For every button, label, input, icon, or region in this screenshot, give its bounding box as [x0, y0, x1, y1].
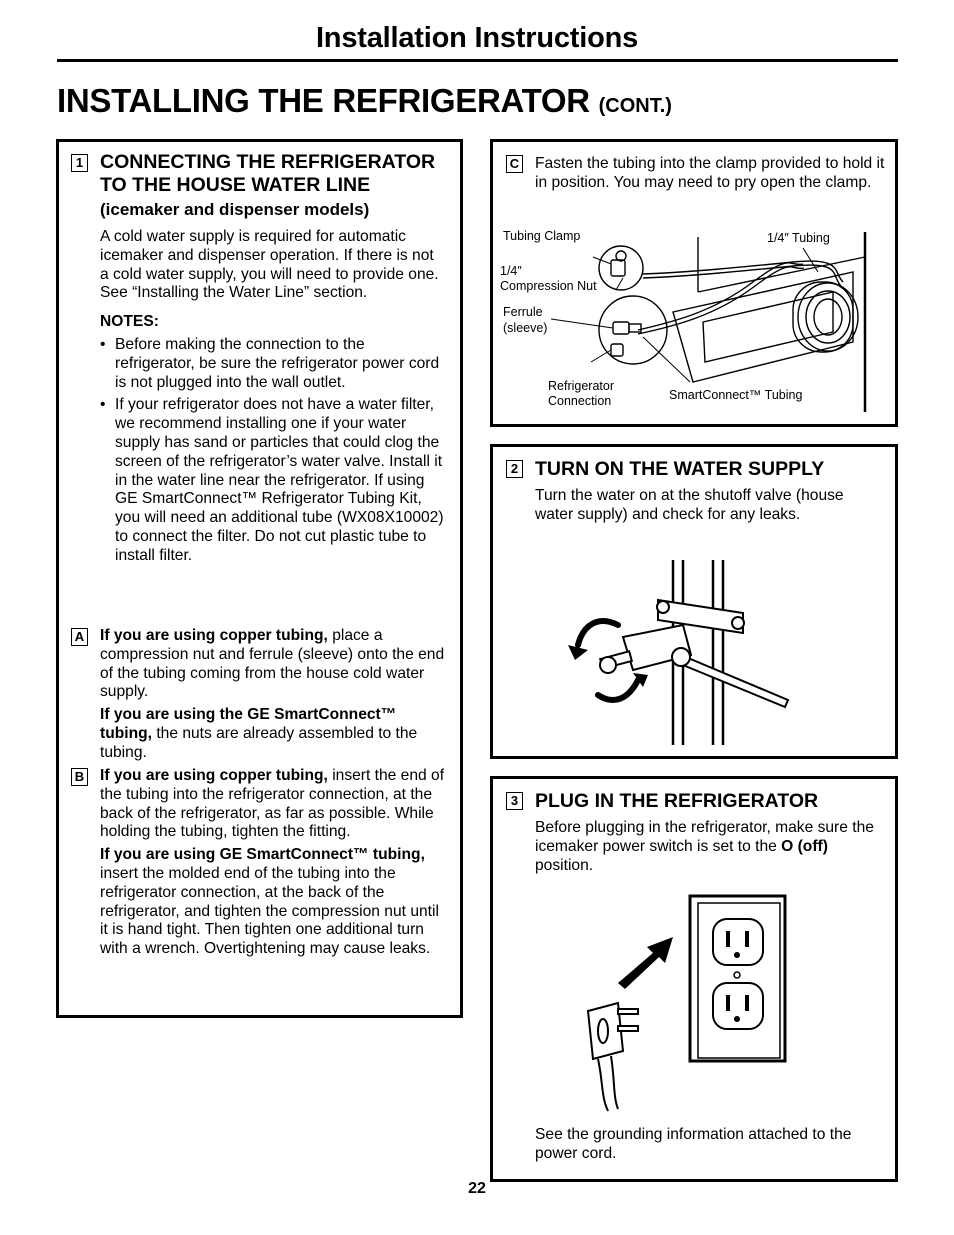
section-2-text: Turn the water on at the shutoff valve (house water supply) and check for any leaks.: [535, 487, 844, 523]
label-quarter-tubing: 1/4″ Tubing: [767, 231, 830, 245]
label-nut-line1: 1/4″: [500, 264, 522, 278]
shutoff-valve-illustration: [563, 555, 843, 750]
label-ferrule-line2: (sleeve): [503, 321, 548, 335]
section-1-box: [56, 139, 463, 1018]
label-tubing-clamp: Tubing Clamp: [503, 229, 581, 243]
section-3-text-bold: O (off): [781, 837, 828, 855]
step-b: [71, 767, 449, 959]
note-item: • If your refrigerator does not have a water filter, we recommend installing one if your water supply has sand or particles that could clog the screen of the refrigerator’s water valve. Install it in the water line near the refrigerator. If using GE SmartConnect™ Refrigerator Tubing Kit, you will need an additional tube (WX08X10002) to connect the filter. Do not cut plastic tube to install filter.: [100, 396, 445, 565]
plug-outlet-illustration: [573, 891, 803, 1121]
page-header-title: Installation Instructions: [315, 22, 639, 54]
section-2-box: [490, 444, 898, 759]
section-1-heading: CONNECTING THE REFRIGERATOR TO THE HOUSE WATER LINE: [100, 151, 436, 196]
section-1-intro: A cold water supply is required for automatic icemaker and dispenser operation. If there is not a cold water supply, you will need to provide one. See “Installing the Water Line” section.: [100, 228, 439, 302]
step-c-box: [490, 139, 898, 427]
section-3-text-post: position.: [535, 856, 594, 874]
section-3-heading: PLUG IN THE REFRIGERATOR: [535, 790, 819, 812]
section-3-footer: See the grounding information attached to the power cord.: [535, 1126, 852, 1162]
section-2-heading: TURN ON THE WATER SUPPLY: [535, 458, 825, 480]
section-1-number: 1: [71, 154, 88, 172]
step-c-letter: C: [506, 155, 523, 173]
header-rule: [57, 59, 898, 62]
step-b-letter: B: [71, 768, 88, 786]
section-3-text-pre: Before plugging in the refrigerator, make sure the icemaker power switch is set to the: [535, 819, 874, 855]
section-1-subheading: (icemaker and dispenser models): [100, 200, 370, 219]
label-nut-line2: Compression Nut: [500, 279, 597, 293]
page-title: [57, 82, 672, 120]
step-a-text2: the nuts are already assembled to the tubing.: [100, 724, 418, 761]
page-title-suffix: (CONT.): [598, 95, 672, 117]
section-3-text: [535, 819, 880, 875]
section-3-box: [490, 776, 898, 1182]
label-smartconnect: SmartConnect™ Tubing: [669, 388, 803, 402]
step-a-bold2: If you are using the GE SmartConnect™ tubing,: [100, 706, 397, 742]
note-item: • Before making the connection to the refrigerator, be sure the refrigerator power cord is not plugged into the wall outlet.: [100, 336, 445, 392]
page-number: 22: [468, 1180, 486, 1197]
step-c-text: Fasten the tubing into the clamp provided to hold it in position. You may need to pry open the clamp.: [535, 155, 885, 191]
step-a-letter: A: [71, 628, 88, 646]
label-refconn-line2: Connection: [548, 394, 612, 408]
step-b-text2: insert the molded end of the tubing into the refrigerator connection, at the back of the refrigerator, and tighten the compression nut until it is hand tight. Then tighten one additional turn with a wrench. Overtightening may cause leaks.: [100, 864, 439, 958]
section-3-number: 3: [506, 792, 523, 810]
page-title-text: INSTALLING THE REFRIGERATOR: [57, 82, 590, 119]
notes-label: NOTES:: [100, 313, 159, 331]
step-a-text1: place a compression nut and ferrule (sleeve) onto the end of the tubing coming from the house cold water supply.: [100, 627, 445, 701]
step-b-text1: insert the end of the tubing into the refrigerator connection, at the back of the refrigerator, as far as possible. While holding the tubing, tighten the fitting.: [100, 767, 445, 841]
step-a-bold1: If you are using copper tubing,: [100, 627, 328, 644]
label-refconn-line1: Refrigerator: [548, 379, 614, 393]
step-b-bold1: If you are using copper tubing,: [100, 767, 328, 784]
step-b-bold2: If you are using GE SmartConnect™ tubing,: [100, 846, 425, 864]
step-a: [71, 627, 449, 763]
section-2-number: 2: [506, 460, 523, 478]
label-ferrule-line1: Ferrule: [503, 305, 543, 319]
